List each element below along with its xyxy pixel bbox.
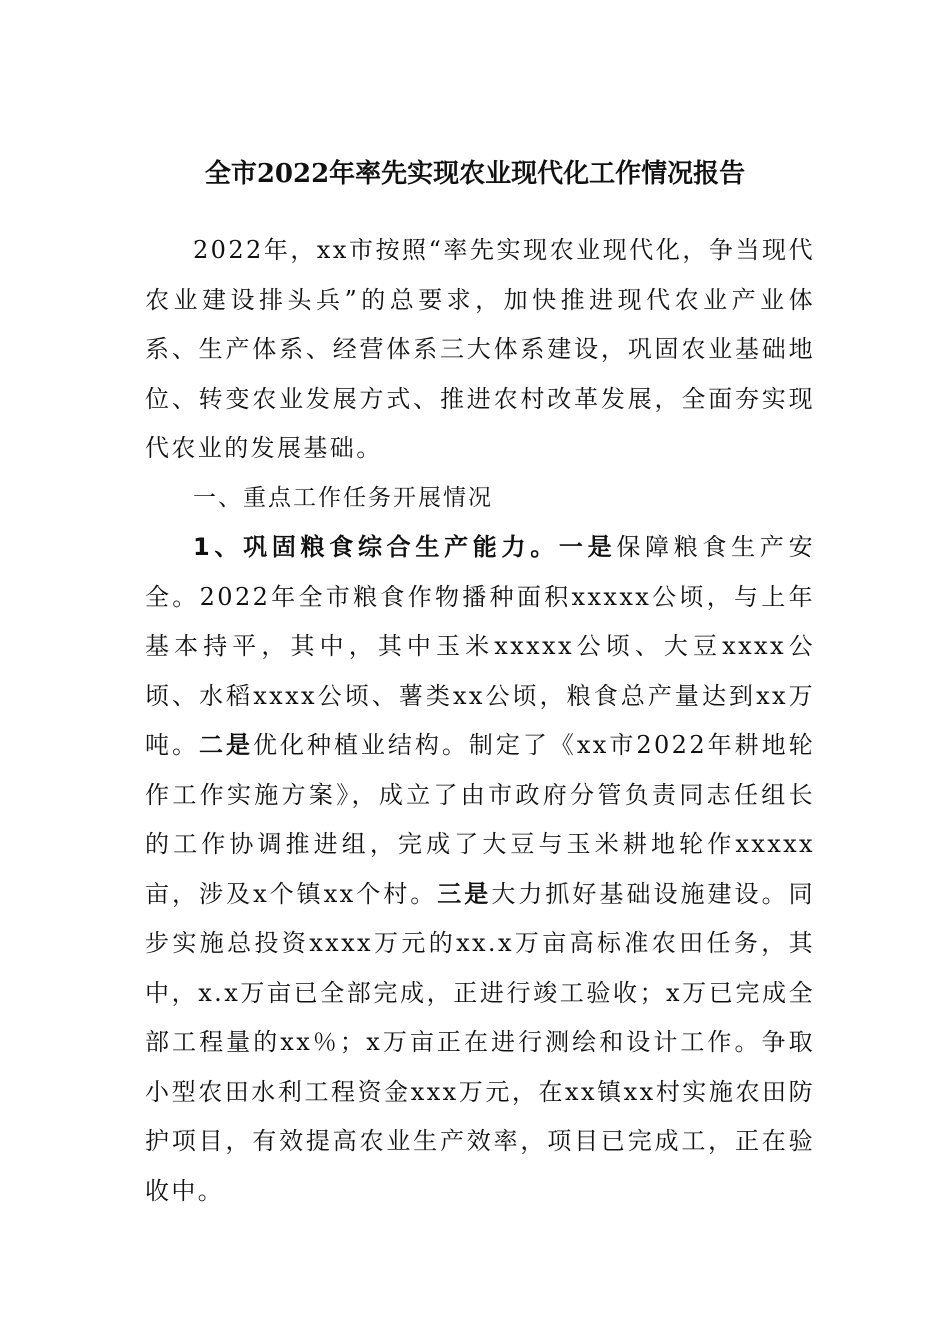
item-lead: 1、巩固粮食综合生产能力。 [193, 533, 559, 561]
point-text-3: 大力抓好基础设施建设。同步实施总投资xxxx万元的xx.x万亩高标准农田任务，其中，x.x万亩已全部完成，正进行竣工验收；x万已完成全部工程量的xx％；x万亩正在进行测绘和设计工作。争取小型农田水利工程资金xxx万元，在xx镇xx村实施农田防护项目，有效提高农业生产效率，项目已完成工，正在验收中。 [145, 879, 815, 1205]
document-title: 全市2022年率先实现农业现代化工作情况报告 [204, 159, 746, 189]
point-text-1: 保障粮食生产安全。2022年全市粮食作物播种面积xxxxx公顷，与上年基本持平，其中，其中玉米xxxxx公顷、大豆xxxx公顷、水稻xxxx公顷、薯类xx公顷，粮食总产量达到xx万吨。 [145, 533, 815, 759]
point-text-2: 优化种植业结构。制定了《xx市2022年耕地轮作工作实施方案》，成立了由市政府分管负责同志任组长的工作协调推进组，完成了大豆与玉米耕地轮作xxxxx亩，涉及x个镇xx个村。 [145, 731, 815, 908]
point-label-3: 三是 [437, 879, 492, 908]
point-label-1: 一是 [558, 533, 617, 561]
intro-paragraph: 2022年，xx市按照“率先实现农业现代化，争当现代农业建设排头兵”的总要求，加快推进现代农业产业体系、生产体系、经营体系三大体系建设，巩固农业基础地位、转变农业发展方式、推进农村改革发展，全面夯实现代农业的发展基础。 [145, 236, 815, 462]
item-paragraph [145, 523, 815, 1216]
point-label-2: 二是 [198, 731, 253, 759]
section-heading: 一、重点工作任务开展情况 [193, 484, 493, 511]
document-body [145, 226, 815, 1216]
